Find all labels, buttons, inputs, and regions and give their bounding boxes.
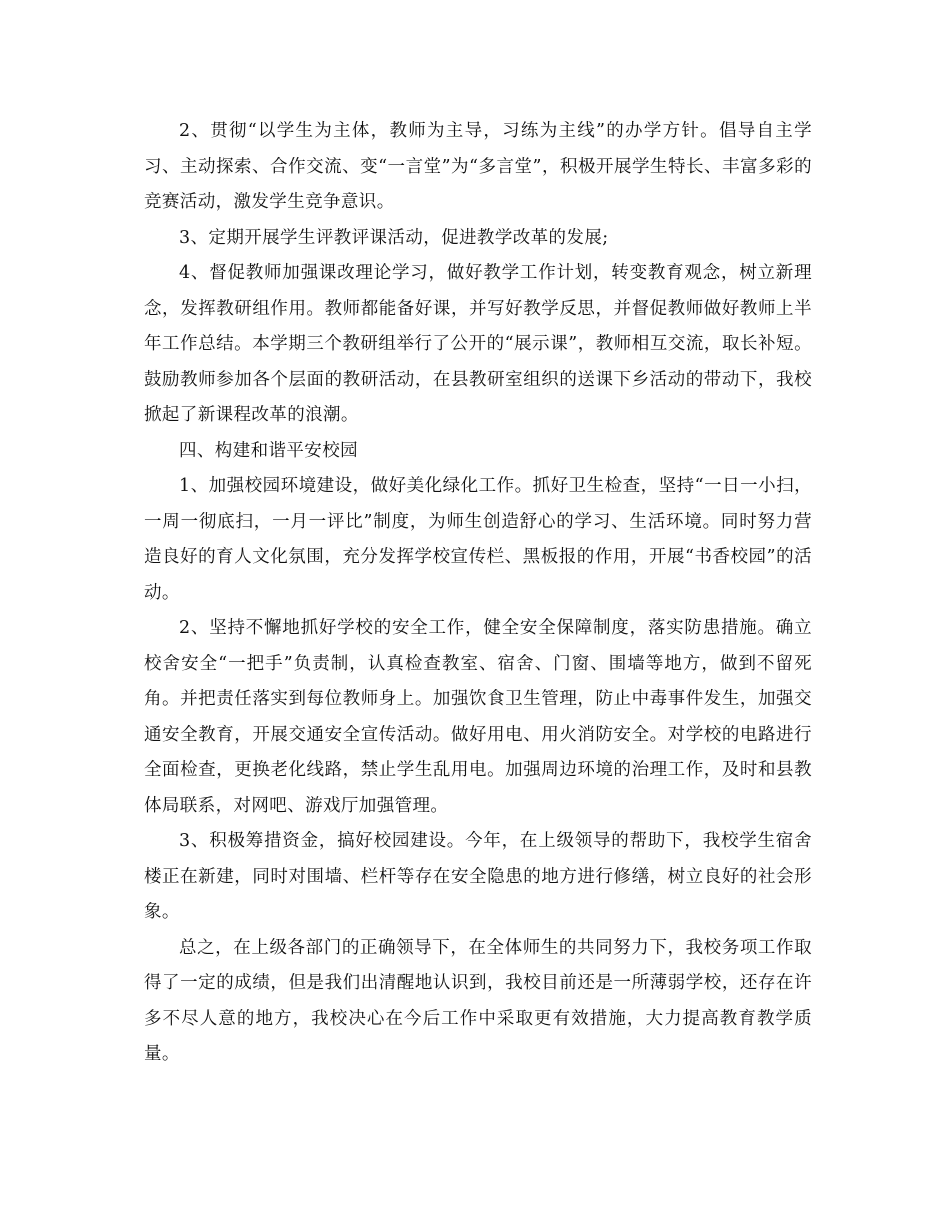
paragraph-teacher-training: 4、督促教师加强课改理论学习，做好教学工作计划，转变教育观念，树立新理念，发挥教研组作用。教师都能备好课，并写好教学反思，并督促教师做好教师上半年工作总结。本学期三个教研组举行了公开的“展示课”，教师相互交流，取长补短。鼓励教师参加各个层面的教研活动，在县教研室组织的送课下乡活动的带动下，我校掀起了新课程改革的浪潮。 — [144, 263, 812, 425]
paragraph-safety-work: 2、坚持不懈地抓好学校的安全工作，健全安全保障制度，落实防患措施。确立校舍安全“一把手”负责制，认真检查教室、宿舍、门窗、围墙等地方，做到不留死角。并把责任落实到每位教师身上。加强饮食卫生管理，防止中毒事件发生，加强交通安全教育，开展交通安全宣传活动。做好用电、用火消防安全。对学校的电路进行全面检查，更换老化线路，禁止学生乱用电。加强周边环境的治理工作，及时和县教体局联系，对网吧、游戏厅加强管理。 — [144, 618, 812, 816]
document-page — [144, 114, 812, 1073]
paragraph-conclusion: 总之，在上级各部门的正确领导下，在全体师生的共同努力下，我校务项工作取得了一定的成绩，但是我们出清醒地认识到，我校目前还是一所薄弱学校，还存在许多不尽人意的地方，我校决心在今后工作中采取更有效措施，大力提高教育教学质量。 — [144, 937, 812, 1064]
paragraph-teaching-policy: 2、贯彻“以学生为主体，教师为主导，习练为主线”的办学方针。倡导自主学习、主动探索、合作交流、变“一言堂”为“多言堂”，积极开展学生特长、丰富多彩的竞赛活动，激发学生竞争意识。 — [144, 121, 812, 212]
paragraph-campus-environment: 1、加强校园环境建设，做好美化绿化工作。抓好卫生检查，坚持“一日一小扫，一周一彻底扫，一月一评比”制度，为师生创造舒心的学习、生活环境。同时努力营造良好的育人文化氛围，充分发挥学校宣传栏、黑板报的作用，开展“书香校园”的活动。 — [144, 476, 812, 603]
section-heading-safe-campus: 四、构建和谐平安校园 — [179, 440, 358, 461]
paragraph-student-evaluation: 3、定期开展学生评教评课活动，促进教学改革的发展; — [179, 227, 609, 248]
paragraph-campus-construction: 3、积极筹措资金，搞好校园建设。今年，在上级领导的帮助下，我校学生宿舍楼正在新建，同时对围墙、栏杆等存在安全隐患的地方进行修缮，树立良好的社会形象。 — [144, 831, 812, 922]
